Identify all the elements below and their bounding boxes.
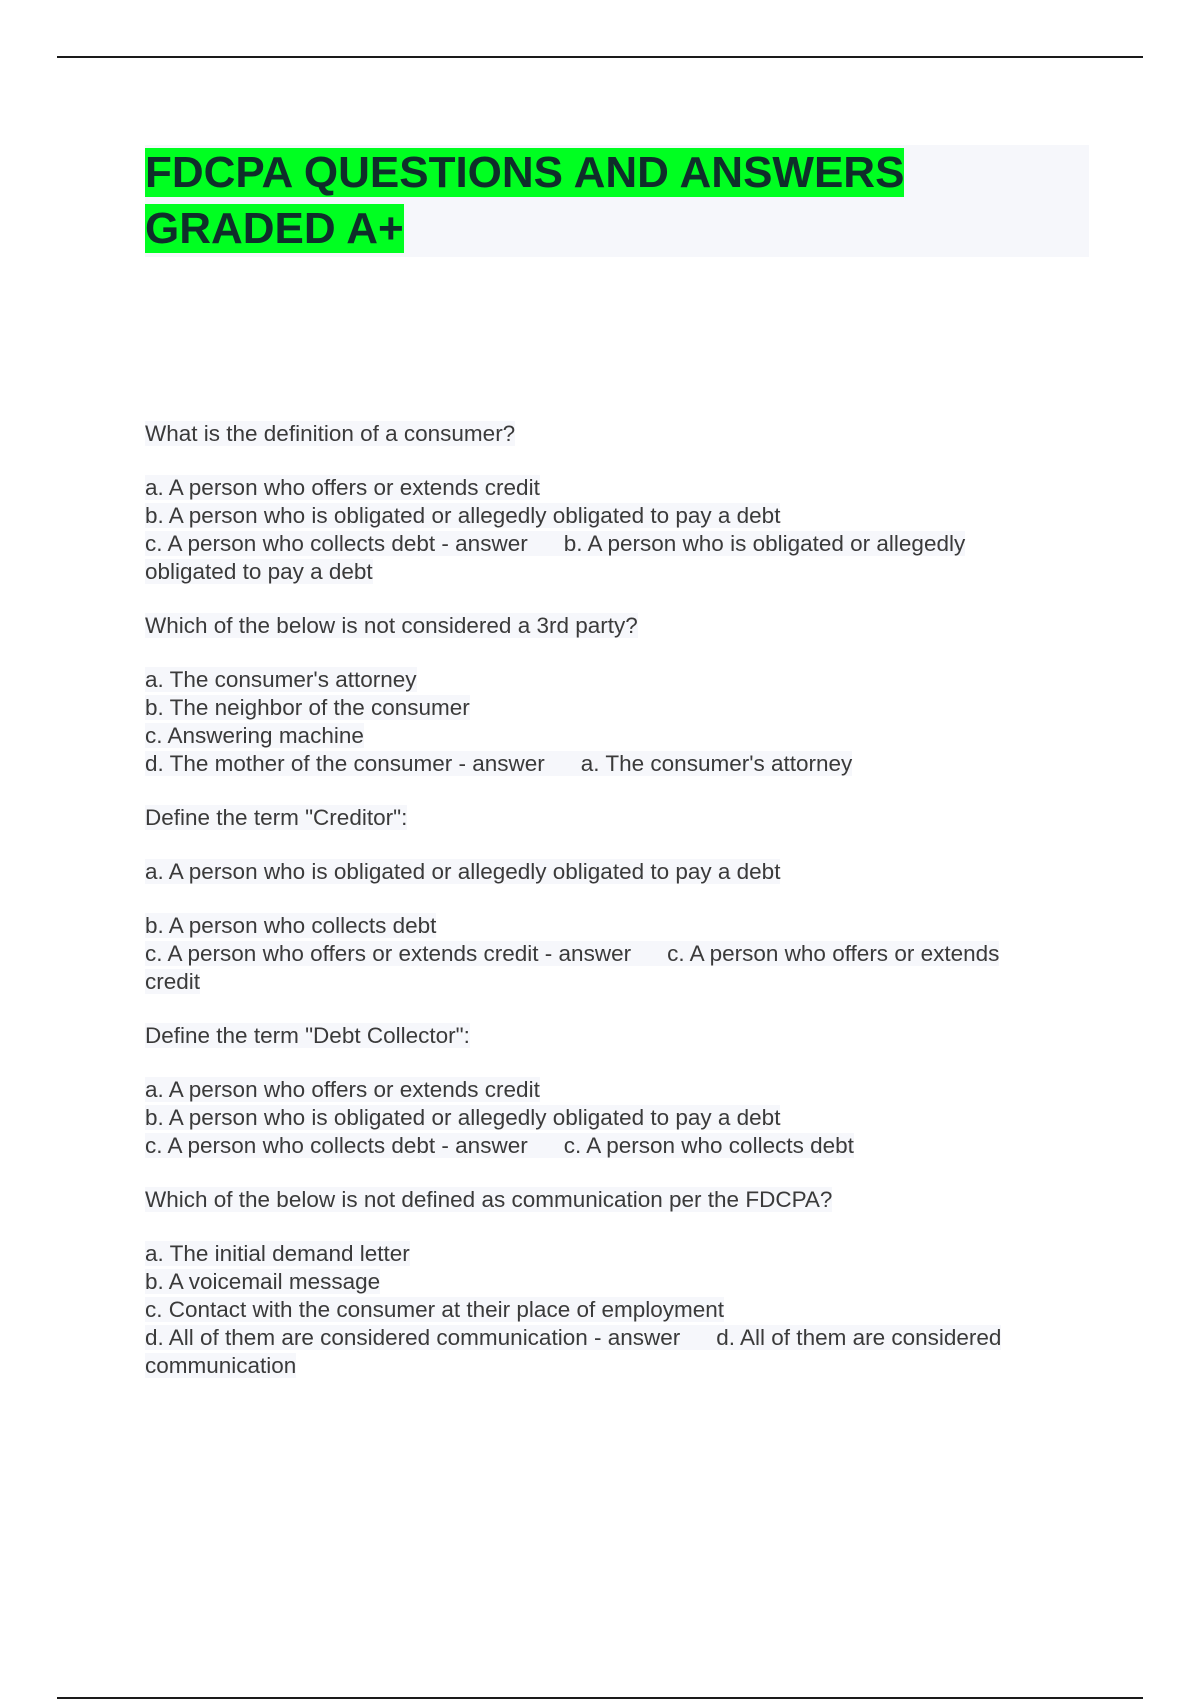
question-3: Define the term "Creditor": [145, 805, 408, 830]
option-4c-answer: c. A person who collects debt - answer c. A person who collects debt [145, 1133, 854, 1158]
question-2: Which of the below is not considered a 3rd party? [145, 613, 638, 638]
bottom-rule [57, 1697, 1143, 1699]
qa-item-2 [145, 612, 1095, 778]
option-1c-answer: c. A person who collects debt - answer b. A person who is obligated or allegedly [145, 531, 966, 556]
option-2c: c. Answering machine [145, 723, 364, 748]
answer-2: a. The consumer's attorney [580, 751, 853, 776]
option-3a: a. A person who is obligated or allegedly obligated to pay a debt [145, 859, 781, 884]
answer-4: c. A person who collects debt [563, 1133, 854, 1158]
answer-1-cont: obligated to pay a debt [145, 559, 373, 584]
option-2a: a. The consumer's attorney [145, 667, 417, 692]
option-3c-answer: c. A person who offers or extends credit - answer c. A person who offers or extends [145, 941, 1000, 966]
option-5a: a. The initial demand letter [145, 1241, 410, 1266]
option-1b: b. A person who is obligated or allegedly obligated to pay a debt [145, 503, 781, 528]
option-2d-answer: d. The mother of the consumer - answer a. The consumer's attorney [145, 751, 853, 776]
document-title [145, 145, 1089, 257]
qa-content [145, 420, 1095, 1380]
qa-item-1 [145, 420, 1095, 586]
answer-5: d. All of them are considered [716, 1325, 1002, 1350]
option-2b: b. The neighbor of the consumer [145, 695, 470, 720]
title-block [145, 145, 1089, 257]
title-line-2: GRADED A+ [145, 204, 404, 253]
option-4b: b. A person who is obligated or allegedly obligated to pay a debt [145, 1105, 781, 1130]
question-5: Which of the below is not defined as communication per the FDCPA? [145, 1187, 833, 1212]
answer-5-cont: communication [145, 1353, 297, 1378]
option-5d-answer: d. All of them are considered communication - answer d. All of them are considered [145, 1325, 1002, 1350]
answer-3: c. A person who offers or extends [667, 941, 1000, 966]
qa-item-5 [145, 1186, 1095, 1380]
answer-1: b. A person who is obligated or allegedly [563, 531, 966, 556]
option-5b: b. A voicemail message [145, 1269, 381, 1294]
title-line-1: FDCPA QUESTIONS AND ANSWERS [145, 148, 905, 197]
option-4a: a. A person who offers or extends credit [145, 1077, 540, 1102]
top-rule [57, 56, 1143, 58]
option-3b: b. A person who collects debt [145, 913, 437, 938]
question-1: What is the definition of a consumer? [145, 421, 516, 446]
option-5c: c. Contact with the consumer at their place of employment [145, 1297, 725, 1322]
question-4: Define the term "Debt Collector": [145, 1023, 470, 1048]
qa-item-3 [145, 804, 1095, 996]
qa-item-4 [145, 1022, 1095, 1160]
option-1a: a. A person who offers or extends credit [145, 475, 540, 500]
answer-3-cont: credit [145, 969, 201, 994]
